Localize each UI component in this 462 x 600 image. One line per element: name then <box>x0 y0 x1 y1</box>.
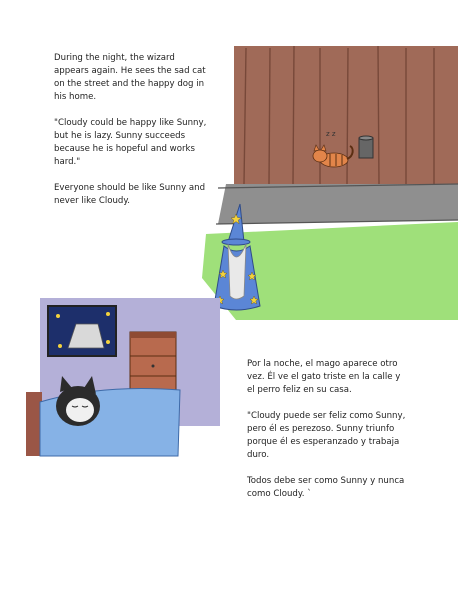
street-scene-illustration <box>196 38 458 320</box>
night-window <box>48 306 116 356</box>
english-paragraph-2: "Cloudy could be happy like Sunny, but he is lazy. Sunny succeeds because he is hopeful and works hard." <box>54 118 207 167</box>
trash-can-icon <box>359 136 373 158</box>
spanish-text <box>247 358 429 514</box>
bedroom-scene-illustration <box>20 296 230 466</box>
english-text <box>54 52 219 221</box>
spanish-paragraph-2: "Cloudy puede ser feliz como Sunny, pero él es perezoso. Sunny triunfo porque él es esperanzado y trabaja duro. <box>247 411 406 460</box>
english-paragraph-1: During the night, the wizard appears again. He sees the sad cat on the street and the happy dog in his home. <box>54 53 206 102</box>
english-paragraph-3: Everyone should be like Sunny and never like Cloudy. <box>54 183 206 206</box>
sidewalk <box>216 184 458 224</box>
brick-wall <box>234 46 458 186</box>
svg-text:z z: z z <box>326 130 336 138</box>
spanish-paragraph-3: Todos debe ser como Sunny y nunca como Cloudy. ` <box>247 476 405 499</box>
spanish-paragraph-1: Por la noche, el mago aparece otro vez. Él ve el gato triste en la calle y el perro feliz en su casa. <box>247 359 401 395</box>
nightstand <box>130 332 176 394</box>
